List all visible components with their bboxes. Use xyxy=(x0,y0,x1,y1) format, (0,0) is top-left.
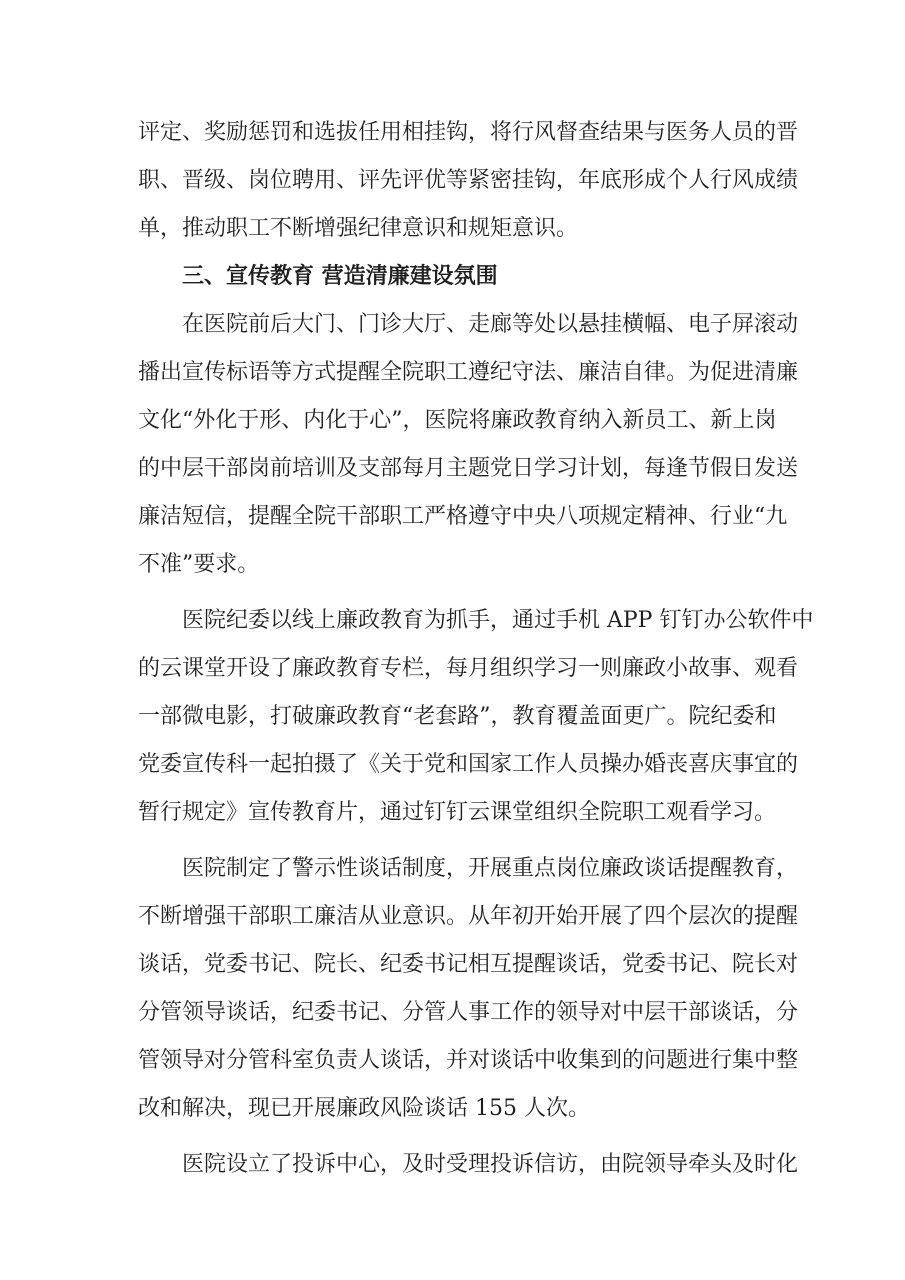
paragraph-line: 改和解决，现已开展廉政风险谈话 155 人次。 xyxy=(138,1096,590,1121)
paragraph-line: 一部微电影，打破廉政教育“老套路”，教育覆盖面更广。院纪委和 xyxy=(138,704,777,729)
paragraph-line: 在医院前后大门、门诊大厅、走廊等处以悬挂横幅、电子屏滚动 xyxy=(182,312,799,337)
paragraph-line: 党委宣传科一起拍摄了《关于党和国家工作人员操办婚丧喜庆事宜的 xyxy=(138,752,799,777)
paragraph-line: 管领导对分管科室负责人谈话，并对谈话中收集到的问题进行集中整 xyxy=(138,1048,799,1073)
paragraph-line: 单，推动职工不断增强纪律意识和规矩意识。 xyxy=(138,216,579,241)
paragraph-line: 廉洁短信，提醒全院干部职工严格遵守中央八项规定精神、行业“九 xyxy=(138,504,788,529)
paragraph-line: 暂行规定》宣传教育片，通过钉钉云课堂组织全院职工观看学习。 xyxy=(138,800,777,825)
paragraph-line: 文化“外化于形、内化于心”，医院将廉政教育纳入新员工、新上岗 xyxy=(138,408,777,433)
paragraph-line: 不断增强干部职工廉洁从业意识。从年初开始开展了四个层次的提醒 xyxy=(138,904,799,929)
paragraph-line: 职、晋级、岗位聘用、评先评优等紧密挂钩，年底形成个人行风成绩 xyxy=(138,168,799,193)
paragraph-line: 谈话，党委书记、院长、纪委书记相互提醒谈话，党委书记、院长对 xyxy=(138,952,799,977)
paragraph-line: 播出宣传标语等方式提醒全院职工遵纪守法、廉洁自律。为促进清廉 xyxy=(138,360,799,385)
section-heading: 三、宣传教育 营造清廉建设氛围 xyxy=(182,264,498,289)
paragraph-line: 评定、奖励惩罚和选拔任用相挂钩，将行风督查结果与医务人员的晋 xyxy=(138,120,799,145)
paragraph-line: 医院设立了投诉中心，及时受理投诉信访，由院领导牵头及时化 xyxy=(182,1152,799,1177)
paragraph-line: 医院纪委以线上廉政教育为抓手，通过手机 APP 钉钉办公软件中 xyxy=(182,608,814,633)
paragraph-line: 的中层干部岗前培训及支部每月主题党日学习计划，每逢节假日发送 xyxy=(138,456,799,481)
paragraph-line: 分管领导谈话，纪委书记、分管人事工作的领导对中层干部谈话，分 xyxy=(138,1000,799,1025)
paragraph-line: 不准”要求。 xyxy=(138,552,260,577)
paragraph-line: 医院制定了警示性谈话制度，开展重点岗位廉政谈话提醒教育， xyxy=(182,856,799,881)
paragraph-line: 的云课堂开设了廉政教育专栏，每月组织学习一则廉政小故事、观看 xyxy=(138,656,799,681)
